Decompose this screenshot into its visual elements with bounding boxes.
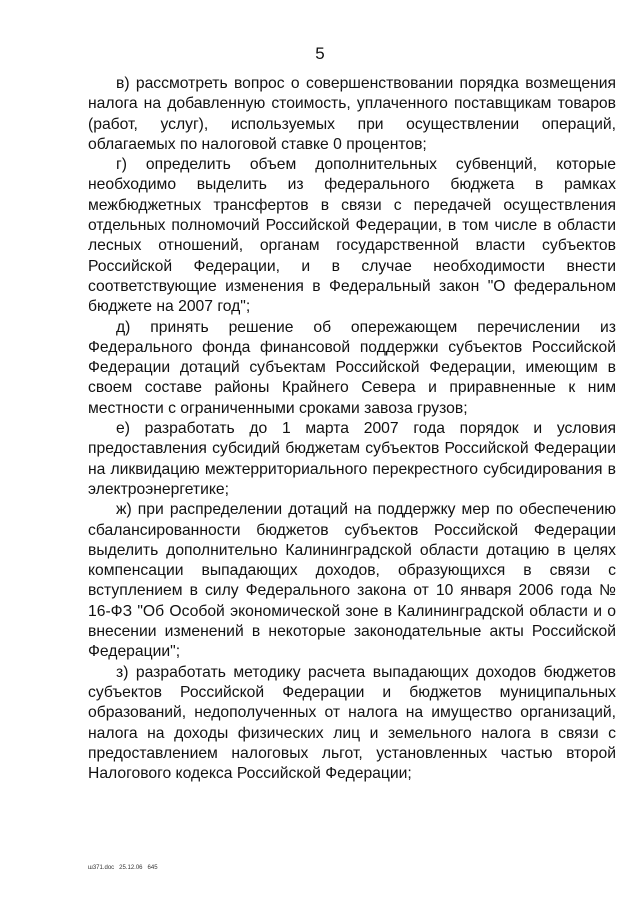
page-number: 5 bbox=[315, 44, 325, 63]
document-body bbox=[88, 74, 616, 784]
paragraph-v: в) рассмотреть вопрос о совершенствовании порядка возмещения налога на добавленную стоимость, уплаченного поставщикам товаров (работ, услуг), используемых при осуществлении операций, облагаемых по налоговой ставке 0 процентов; bbox=[88, 75, 616, 153]
paragraph-d: д) принять решение об опережающем перечислении из Федерального фонда финансовой поддержки субъектов Российской Федерации дотаций субъектам Российской Федерации, имеющим в своем составе районы Крайнего Севера и приравненные к ним местности с ограниченными сроками завоза грузов; bbox=[88, 318, 616, 417]
paragraph-zh: ж) при распределении дотаций на поддержку мер по обеспечению сбалансированности бюджетов субъектов Российской Федерации выделить дополнительно Калининградской области дотацию в целях компенсации выпадающих доходов, образующихся в связи с вступлением в силу Федерального закона от 10 января 2006 года № 16-ФЗ "Об Особой экономической зоне в Калининградской области и о внесении изменений в некоторые законодательные акты Российской Федерации"; bbox=[88, 501, 616, 661]
paragraph-e: е) разработать до 1 марта 2007 года порядок и условия предоставления субсидий бюджетам субъектов Российской Федерации на ликвидацию межтерриториального перекрестного субсидирования в электроэнергетике; bbox=[88, 420, 616, 498]
paragraph-g: г) определить объем дополнительных субвенций, которые необходимо выделить из федерального бюджета в рамках межбюджетных трансфертов в связи с передачей осуществления отдельных полномочий Российской Федерации, в том числе в области лесных отношений, органам государственной власти субъектов Российской Федерации, и в случае необходимости внести соответствующие изменения в Федеральный закон "О федеральном бюджете на 2007 год"; bbox=[88, 156, 616, 316]
paragraph-z: з) разработать методику расчета выпадающих доходов бюджетов субъектов Российской Федерации и бюджетов муниципальных образований, недополученных от налога на имущество организаций, налога на доходы физических лиц и земельного налога в связи с предоставлением налоговых льгот, установленных частью второй Налогового кодекса Российской Федерации; bbox=[88, 663, 616, 783]
document-footer: ш371.doc 25.12.06 645 bbox=[88, 865, 158, 871]
